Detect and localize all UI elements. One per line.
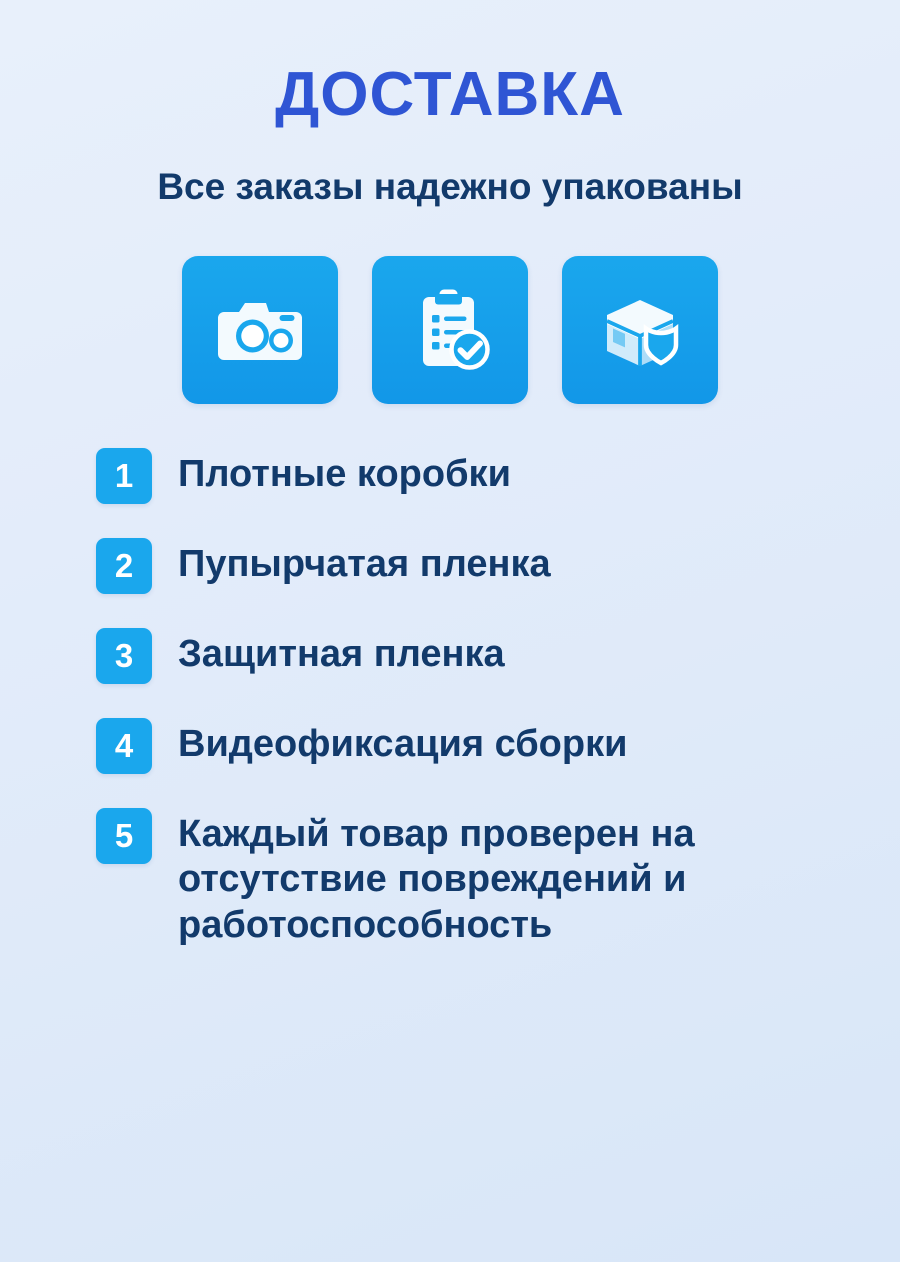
- list-item: [96, 628, 860, 684]
- clipboard-check-icon: [402, 282, 498, 378]
- step-number-badge: 2: [96, 538, 152, 594]
- list-item: [96, 718, 860, 774]
- icon-row: [0, 256, 900, 404]
- list-item: [96, 808, 860, 949]
- step-number-badge: 1: [96, 448, 152, 504]
- step-label: Плотные коробки: [178, 452, 511, 495]
- icon-tile-box-shield: [562, 256, 718, 404]
- camera-icon: [212, 282, 308, 378]
- box-shield-icon: [592, 282, 688, 378]
- list-item: [96, 538, 860, 594]
- step-label: Каждый товар проверен на отсутствие повреждений и работоспособность: [178, 812, 695, 946]
- list-item: [96, 448, 860, 504]
- step-number-badge: 5: [96, 808, 152, 864]
- step-label: Защитная пленка: [178, 632, 505, 675]
- step-number-badge: 3: [96, 628, 152, 684]
- page-title: ДОСТАВКА: [275, 60, 625, 129]
- step-label: Видеофиксация сборки: [178, 722, 628, 765]
- step-number-badge: 4: [96, 718, 152, 774]
- icon-tile-camera: [182, 256, 338, 404]
- icon-tile-clipboard: [372, 256, 528, 404]
- delivery-infographic: [0, 62, 900, 1262]
- packaging-steps-list: [0, 448, 900, 949]
- step-label: Пупырчатая пленка: [178, 542, 551, 585]
- page-subtitle: Все заказы надежно упакованы: [157, 166, 743, 208]
